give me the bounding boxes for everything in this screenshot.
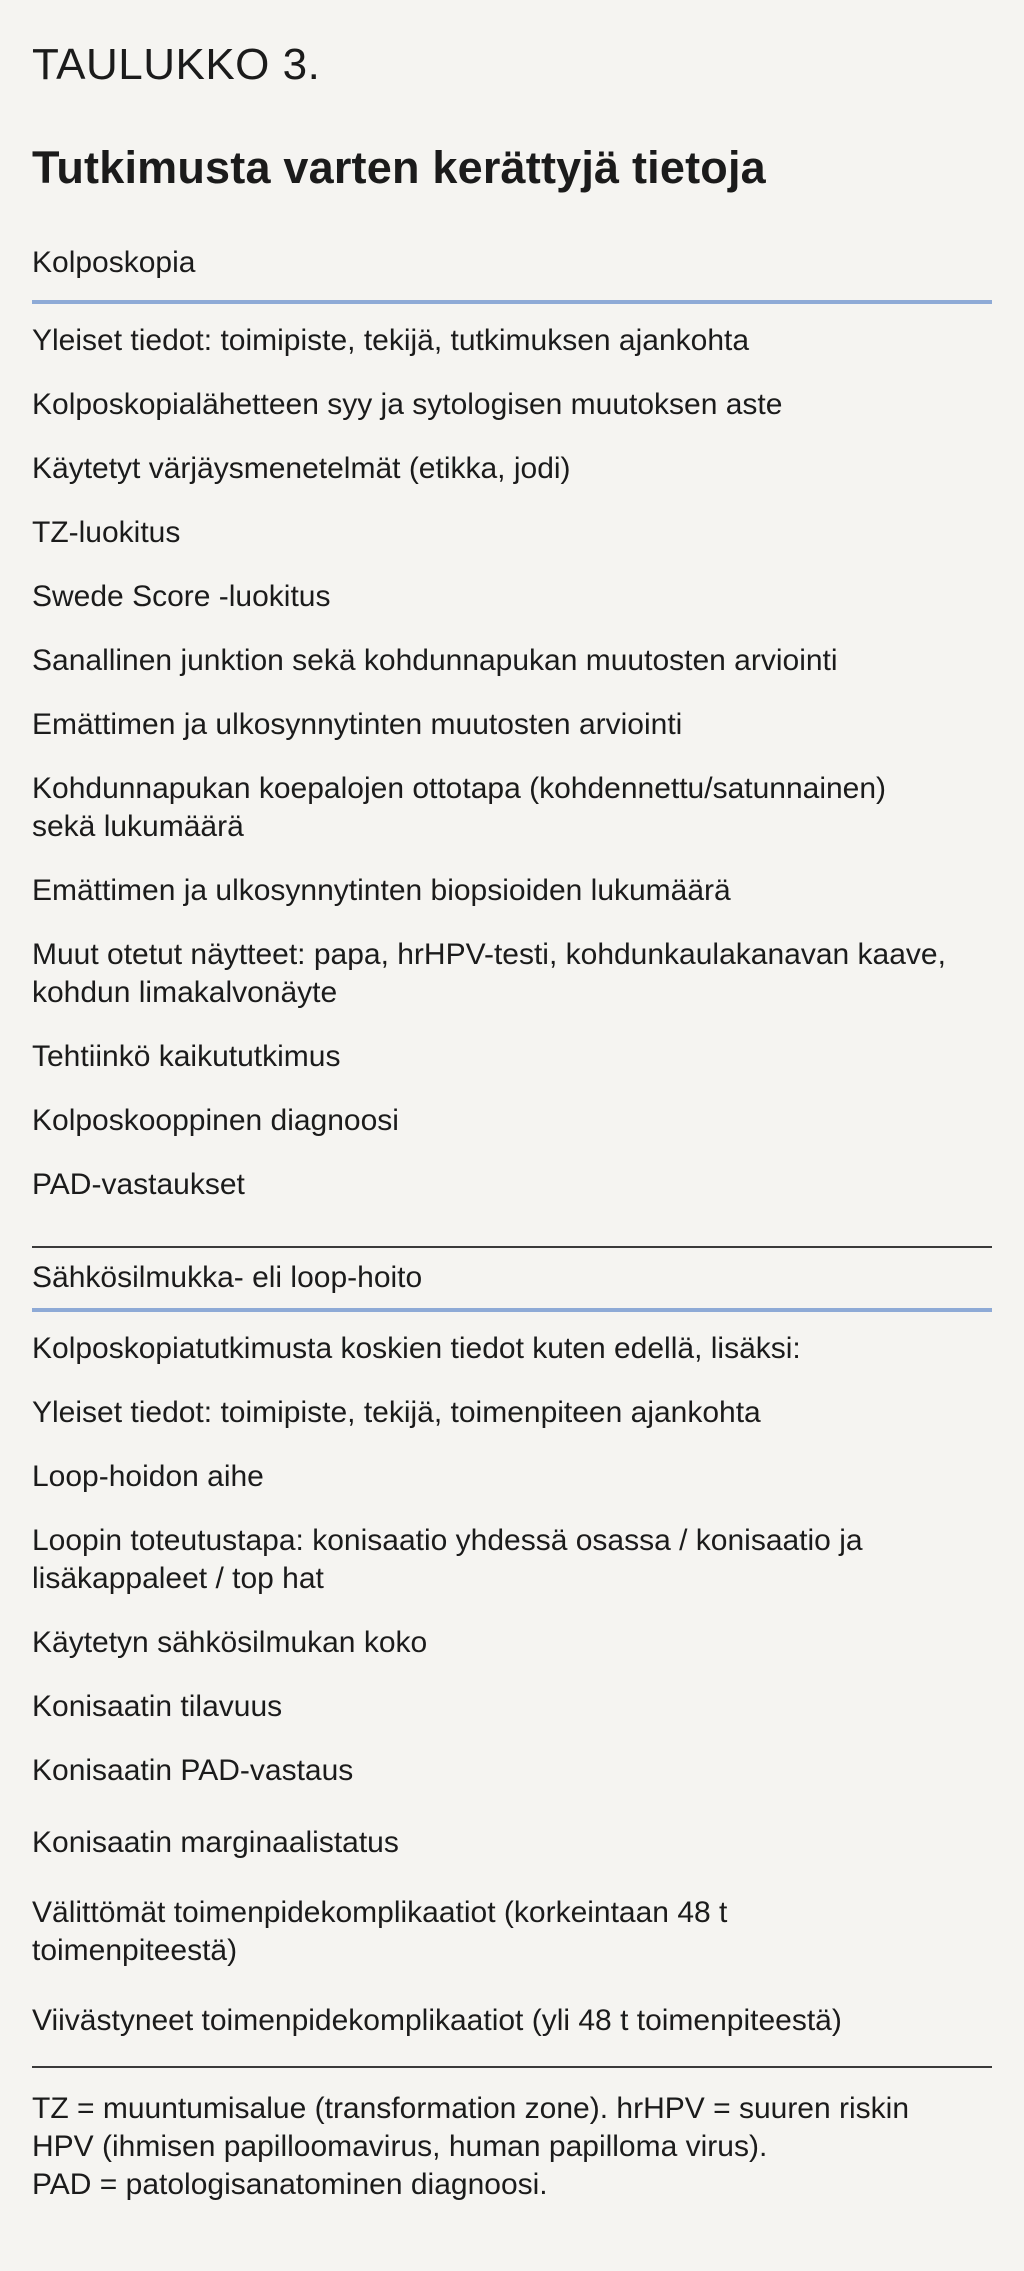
table-row: Kohdunnapukan koepalojen ottotapa (kohdennettu/satunnainen) sekä lukumäärä — [32, 772, 887, 843]
table-row: Sanallinen junktion sekä kohdunnapukan muutosten arviointi — [32, 644, 838, 677]
table-label: TAULUKKO 3. — [32, 40, 321, 89]
table-row: Kolposkopialähetteen syy ja sytologisen muutoksen aste — [32, 388, 783, 421]
table-row: Yleiset tiedot: toimipiste, tekijä, toimenpiteen ajankohta — [32, 1396, 761, 1429]
table-row: Loop-hoidon aihe — [32, 1460, 264, 1493]
table-row: Tehtiinkö kaikututkimus — [32, 1040, 341, 1073]
table-row: Emättimen ja ulkosynnytinten muutosten arviointi — [32, 708, 683, 741]
table-row: Konisaatin PAD-vastaus — [32, 1754, 354, 1787]
footnote-separator — [32, 2066, 992, 2068]
section-header-loop-hoito: Sähkösilmukka- eli loop-hoito — [32, 1261, 423, 1294]
table-row: Emättimen ja ulkosynnytinten biopsioiden lukumäärä — [32, 874, 731, 907]
table-row: Välittömät toimenpidekomplikaatiot (korkeintaan 48 t toimenpiteestä) — [32, 1896, 728, 1967]
table-row: Käytetyn sähkösilmukan koko — [32, 1626, 428, 1659]
table-row: PAD-vastaukset — [32, 1168, 245, 1201]
section-divider — [32, 300, 992, 304]
table-row: TZ-luokitus — [32, 516, 181, 549]
table-row: Yleiset tiedot: toimipiste, tekijä, tutkimuksen ajankohta — [32, 324, 750, 357]
table-row: Viivästyneet toimenpidekomplikaatiot (yli 48 t toimenpiteestä) — [32, 2004, 842, 2037]
table-title: Tutkimusta varten kerättyjä tietoja — [32, 142, 766, 193]
table-row: Loopin toteutustapa: konisaatio yhdessä osassa / konisaatio ja lisäkappaleet / top hat — [32, 1524, 863, 1595]
section-divider — [32, 1308, 992, 1312]
table-footnote: TZ = muuntumisalue (transformation zone). hrHPV = suuren riskin HPV (ihmisen papilloomavirus, human papilloma virus). PAD = patologisanatominen diagnoosi. — [32, 2092, 910, 2201]
table-row: Käytetyt värjäysmenetelmät (etikka, jodi) — [32, 452, 571, 485]
section-separator — [32, 1246, 992, 1248]
table-row: Swede Score -luokitus — [32, 580, 331, 613]
table-row: Konisaatin tilavuus — [32, 1690, 283, 1723]
table-row: Kolposkooppinen diagnoosi — [32, 1104, 399, 1137]
table-row: Kolposkopiatutkimusta koskien tiedot kuten edellä, lisäksi: — [32, 1332, 801, 1365]
section-header-kolposkopia: Kolposkopia — [32, 246, 196, 279]
table-row: Konisaatin marginaalistatus — [32, 1826, 399, 1859]
table-row: Muut otetut näytteet: papa, hrHPV-testi, kohdunkaulakanavan kaave, kohdun limakalvonäyte — [32, 938, 946, 1009]
